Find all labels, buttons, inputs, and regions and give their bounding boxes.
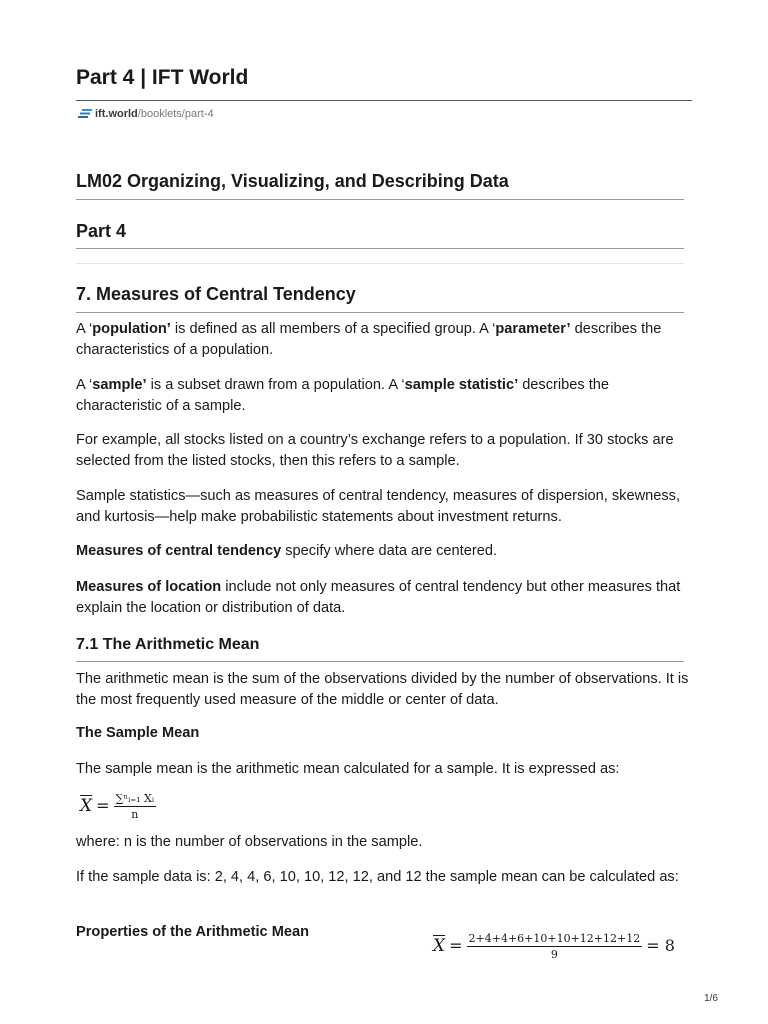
subsection-title: 7.1 The Arithmetic Mean	[76, 636, 260, 653]
source-path[interactable]: /booklets/part-4	[137, 108, 214, 120]
paragraph-location: Measures of location include not only measures of central tendency but other measures that explain the location or distribution of data.	[76, 579, 681, 616]
section-title-divider	[76, 312, 684, 313]
paragraph-sample-data: If the sample data is: 2, 4, 4, 6, 10, 10, 12, 12, and 12 the sample mean can be calculated as:	[76, 869, 679, 885]
paragraph-example: For example, all stocks listed on a country’s exchange refers to a population. If 30 stocks are selected from the listed stocks, then this refers to a sample.	[76, 432, 674, 469]
page-number: 1/6	[704, 993, 718, 1004]
paragraph-sample: A ‘sample’ is a subset drawn from a population. A ‘sample statistic’ describes the characteristic of a sample.	[76, 377, 609, 414]
paragraph-population: A ‘population’ is defined as all members of a specified group. A ‘parameter’ describes the characteristics of a population.	[76, 321, 662, 358]
source-site[interactable]: ift.world	[95, 108, 138, 120]
paragraph-sample-mean: The sample mean is the arithmetic mean calculated for a sample. It is expressed as:	[76, 761, 620, 777]
formula-denominator: n	[131, 808, 139, 821]
subsection-divider	[76, 661, 684, 662]
formula-xbar: $\overline{X}$	[80, 796, 93, 816]
calc-denominator: 9	[550, 948, 558, 961]
source-link[interactable]	[78, 108, 214, 120]
calc-numerator: 2+4+4+6+10+10+12+12+12	[468, 932, 641, 945]
paragraph-where: where: n is the number of observations in the sample.	[76, 834, 423, 850]
sample-mean-calculation: $\overline{X}$ = $\frac{2+4+4+6+10+10+12+12+12}{9}$ = 8	[433, 932, 675, 961]
sample-mean-formula: $\overline{X}$ = $\frac{\text{∑ⁿᵢ₌₁ Xᵢ}}{n}$	[80, 792, 155, 821]
part-title: Part 4	[76, 221, 127, 241]
lm-title: LM02 Organizing, Visualizing, and Describing Data	[76, 171, 509, 191]
lm-title-divider	[76, 199, 684, 200]
title-divider	[76, 100, 692, 101]
page-title: Part 4 | IFT World	[76, 66, 249, 89]
section-title: 7. Measures of Central Tendency	[76, 284, 356, 304]
formula-numerator: ∑ⁿᵢ₌₁ Xᵢ	[115, 792, 155, 805]
paragraph-sample-statistics: Sample statistics—such as measures of central tendency, measures of dispersion, skewness, and kurtosis—help make probabilistic statements about investment returns.	[76, 488, 681, 525]
sample-mean-heading: The Sample Mean	[76, 725, 200, 741]
paragraph-arithmetic-mean: The arithmetic mean is the sum of the observations divided by the number of observations. It is the most frequently used measure of the middle or center of data.	[76, 671, 689, 708]
ift-logo-icon	[78, 109, 92, 118]
calc-result: = 8	[646, 936, 675, 955]
properties-heading: Properties of the Arithmetic Mean	[76, 924, 310, 940]
calc-xbar: $\overline{X}$	[433, 936, 446, 956]
part-title-divider	[76, 248, 684, 249]
paragraph-central-tendency: Measures of central tendency specify where data are centered.	[76, 543, 497, 559]
section-separator	[76, 263, 684, 264]
